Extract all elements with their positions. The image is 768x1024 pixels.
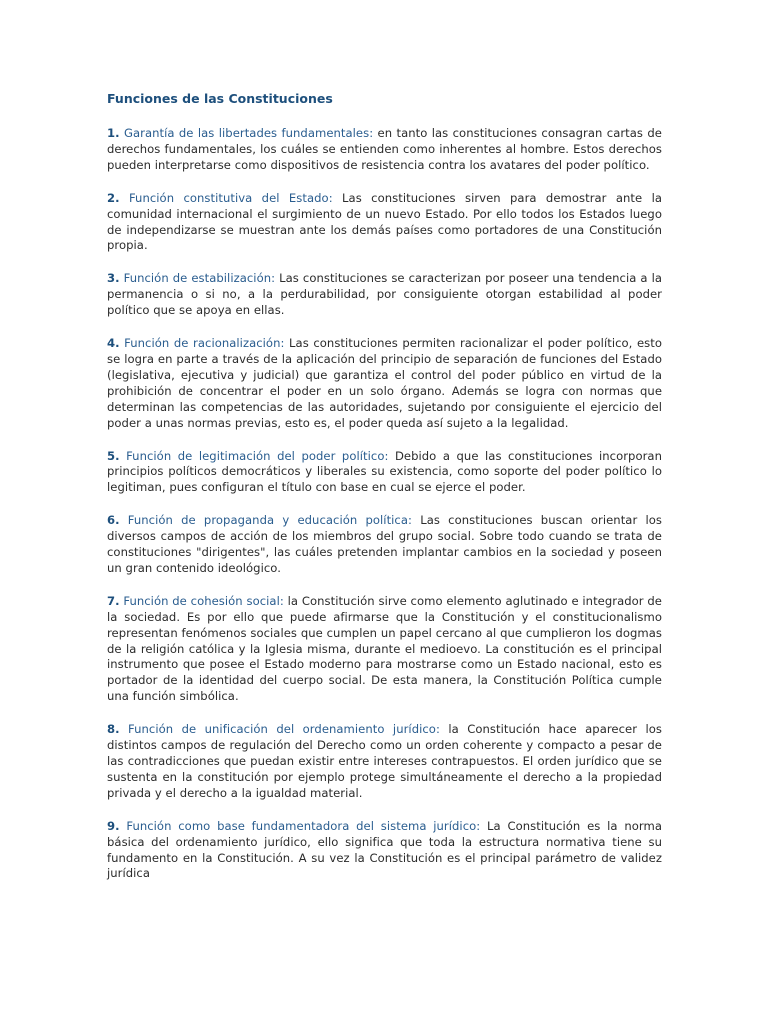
item-number: 8. (107, 722, 120, 737)
item-heading: Función de unificación del ordenamiento jurídico: (128, 722, 440, 737)
list-item (107, 594, 662, 705)
list-item (107, 449, 662, 497)
list-item (107, 336, 662, 431)
item-text: Las constituciones permiten racionalizar el poder político, esto se logra en parte a través de la aplicación del principio de separación de funciones del Estado (legislativa, ejecutiva y judicial) que garantiza el control del poder público en virtud de la prohibición de concentrar el poder en un solo órgano. Además se logra con normas que determinan las competencias de las autoridades, sujetando por consiguiente el ejercicio del poder a unas normas previas, esto es, el poder queda así sujeto a la legalidad. (107, 336, 662, 430)
item-number: 9. (107, 818, 120, 833)
item-text: Las constituciones sirven para demostrar ante la comunidad internacional el surgimiento de un nuevo Estado. Por ello todos los Estados luego de independizarse se muestran ante los demás países como portadores de una Constitución propia. (107, 190, 662, 253)
item-text: la Constitución sirve como elemento aglutinado e integrador de la sociedad. Es por ello que puede afirmarse que la Constitución y el constitucionalismo representan fenómenos sociales que cumplen un papel cercano al que cumplieron los dogmas de la religión católica y la Iglesia misma, durante el medioevo. La constitución es el principal instrumento que posee el Estado moderno para mostrarse como un Estado nacional, esto es portador de la identidad del cuerpo social. De esta manera, la Constitución Política cumple una función simbólica. (107, 593, 662, 704)
item-number: 6. (107, 513, 120, 528)
item-text: Debido a que las constituciones incorporan principios políticos democráticos y liberales su existencia, como soporte del poder político lo legitiman, pues configuran el título con base en cual se ejerce el poder. (107, 448, 662, 495)
item-heading: Función de legitimación del poder político: (126, 448, 389, 463)
item-heading: Función como base fundamentadora del sistema jurídico: (126, 818, 481, 833)
item-text: la Constitución hace aparecer los distintos campos de regulación del Derecho como un orden coherente y compacto a pesar de las contradicciones que puedan existir entre intereses contrapuestos. El orden jurídico que se sustenta en la constitución por ejemplo protege simultáneamente el derecho a la propiedad privada y el derecho a la igualdad material. (107, 722, 662, 800)
item-text: en tanto las constituciones consagran cartas de derechos fundamentales, los cuáles se entienden como inherentes al hombre. Estos derechos pueden interpretarse como dispositivos de resistencia contra los avatares del poder político. (107, 126, 662, 172)
item-heading: Función de estabilización: (123, 271, 276, 286)
item-heading: Función de propaganda y educación política: (127, 513, 412, 528)
item-number: 1. (107, 126, 120, 140)
item-heading: Función de racionalización: (124, 336, 285, 351)
item-number: 5. (107, 448, 120, 463)
list-item (107, 722, 662, 802)
item-text: Las constituciones buscan orientar los diversos campos de acción de los miembros del grupo social. Sobre todo cuando se trata de constituciones "dirigentes", las cuáles pretenden implantar cambios en la sociedad y poseen un gran contenido ideológico. (107, 513, 662, 575)
document-page (107, 91, 662, 899)
document-title: Funciones de las Constituciones (107, 91, 333, 106)
item-number: 2. (107, 190, 120, 205)
list-item (107, 513, 662, 577)
item-heading: Garantía de las libertades fundamentales: (123, 126, 374, 140)
list-item (107, 819, 662, 883)
list-item (107, 126, 662, 174)
item-text: Las constituciones se caracterizan por poseer una tendencia a la permanencia o si no, a la perdurabilidad, por consiguiente otorgan estabilidad al poder político que se apoya en ellas. (107, 271, 662, 318)
list-item (107, 191, 662, 255)
item-number: 4. (107, 336, 120, 351)
item-number: 3. (107, 271, 120, 286)
item-number: 7. (107, 593, 120, 608)
item-heading: Función constitutiva del Estado: (128, 190, 333, 205)
list-item (107, 271, 662, 319)
item-heading: Función de cohesión social: (123, 593, 284, 608)
item-text: La Constitución es la norma básica del ordenamiento jurídico, ello significa que toda la estructura normativa tiene su fundamento en la Constitución. A su vez la Constitución es el principal parámetro de validez jurídica (107, 818, 662, 881)
